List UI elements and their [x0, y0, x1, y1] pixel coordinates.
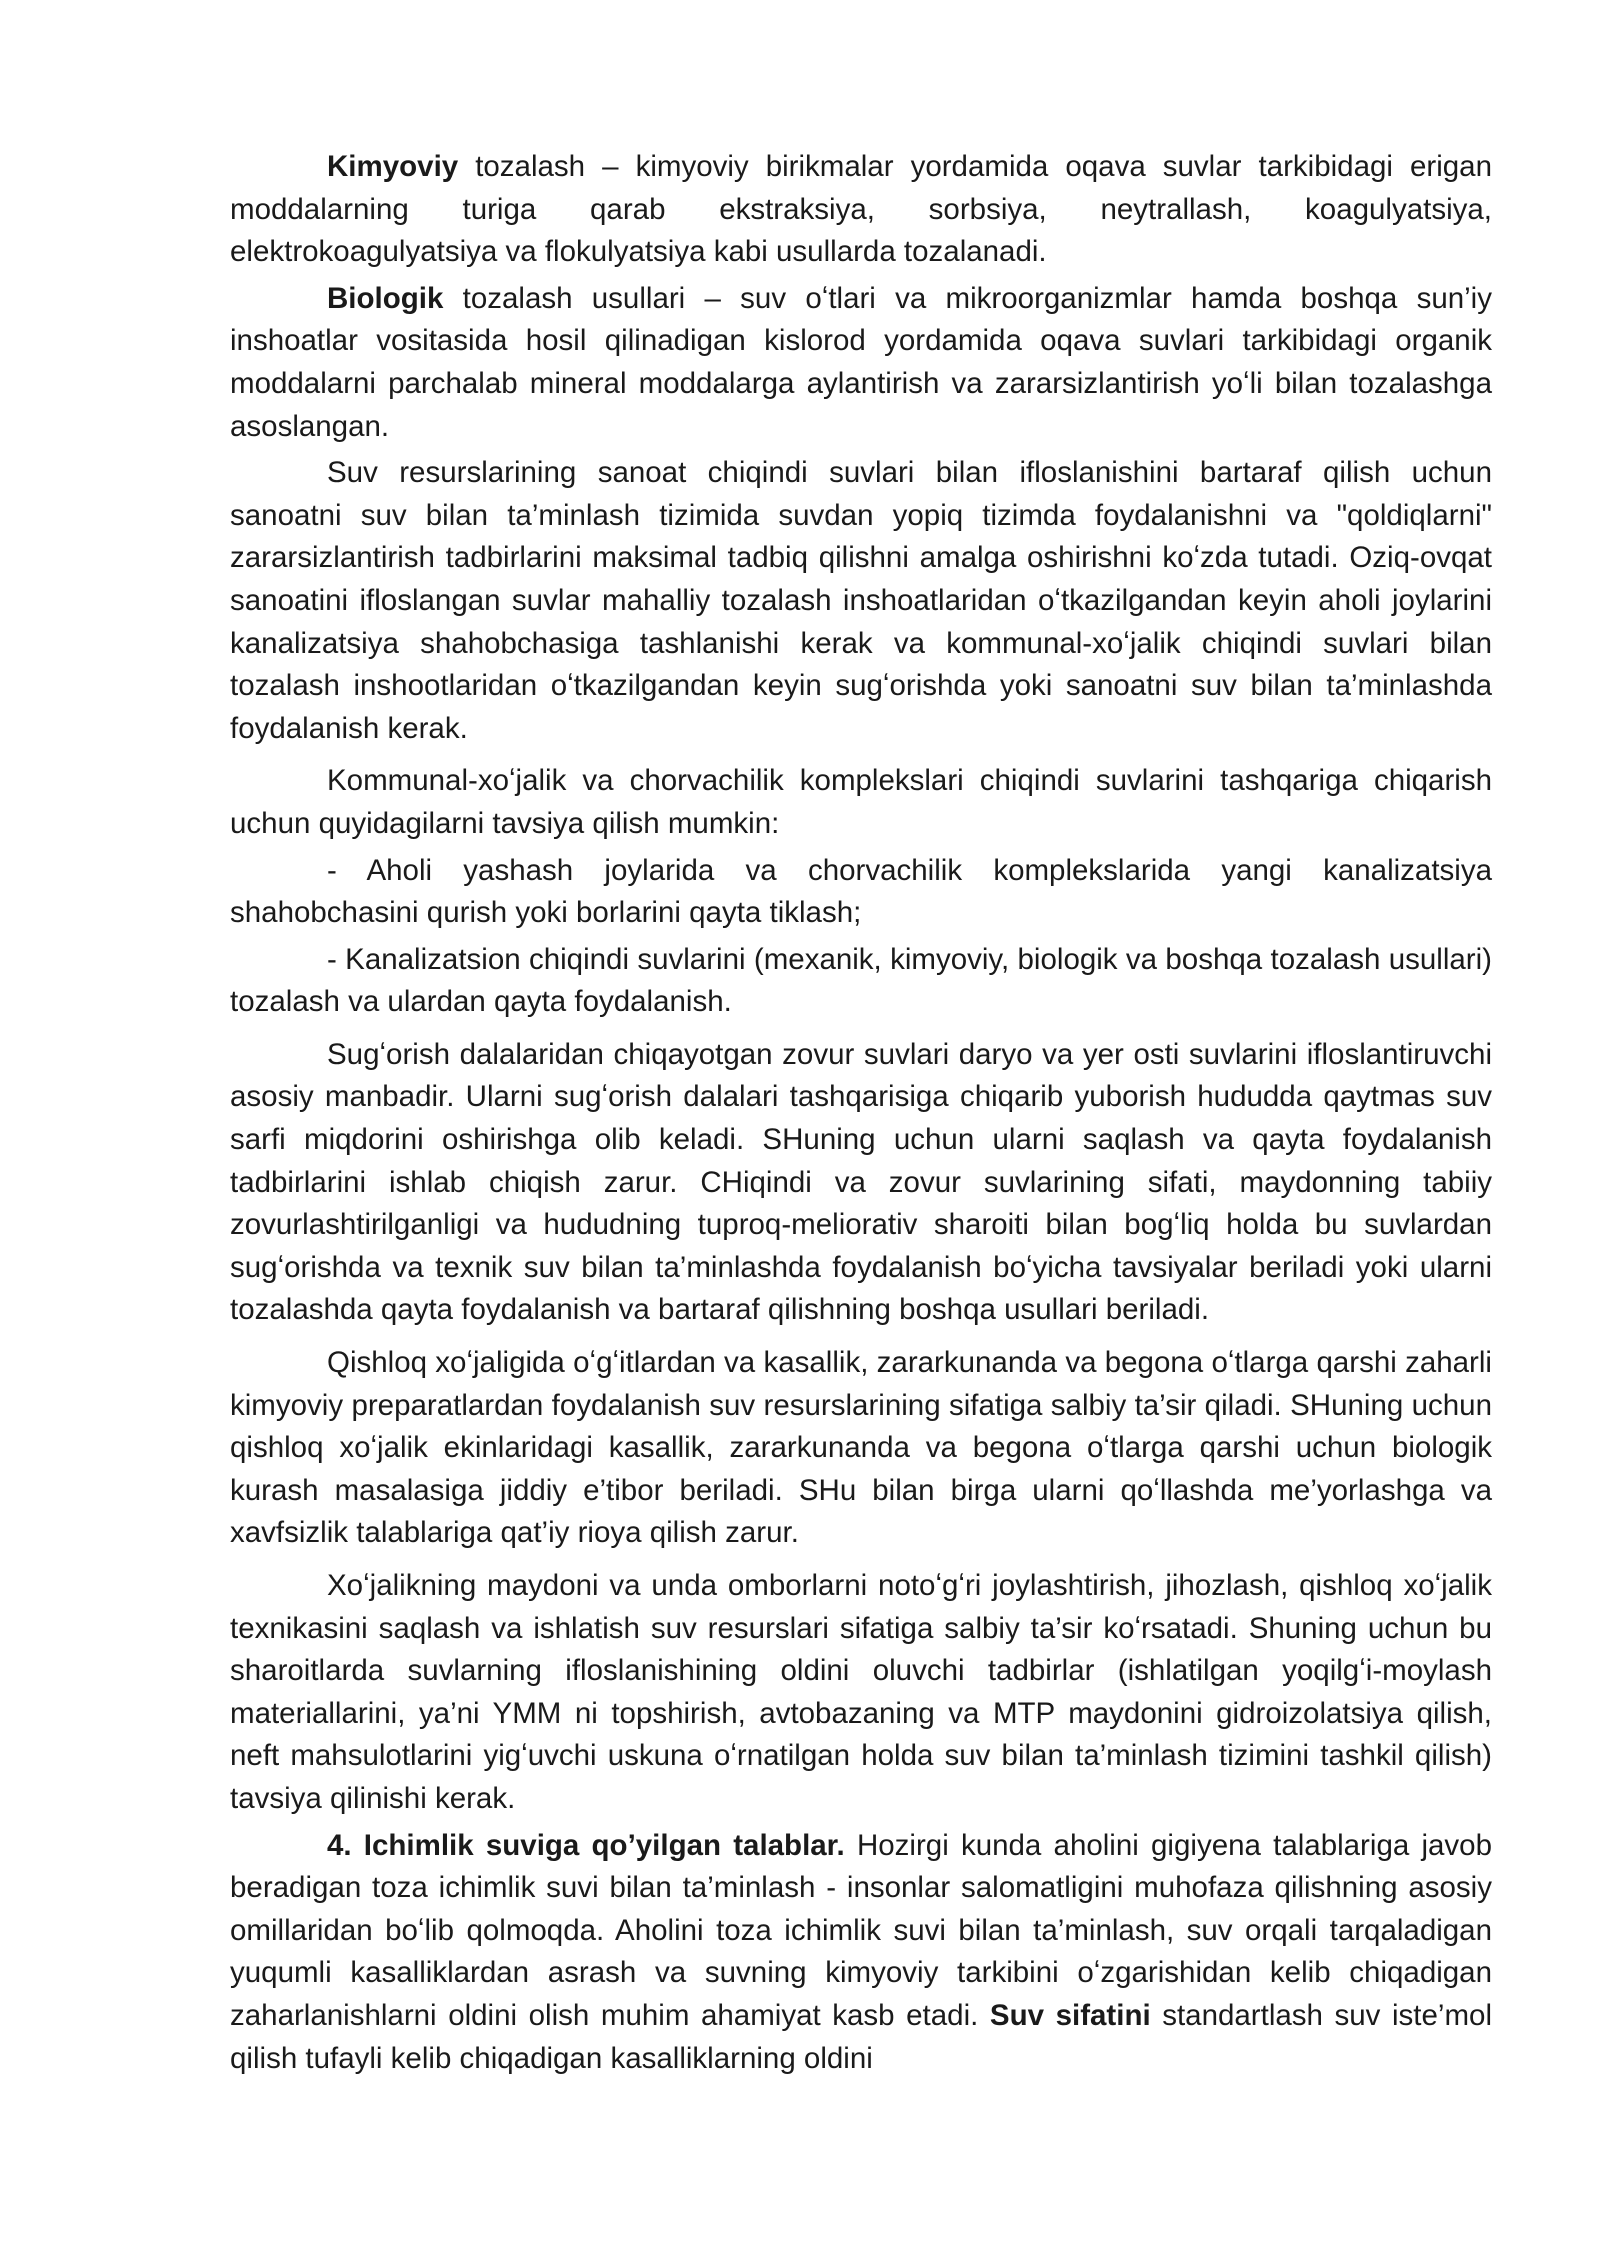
paragraph-xojalik	[230, 1565, 1492, 1821]
section-heading-ichimlik-suv: 4. Ichimlik suviga qo’yilgan talablar.	[327, 1828, 845, 1862]
list-item-text: - Aholi yashash joylarida va chorvachilik komplekslarida yangi kanalizatsiya shahobchasini qurish yoki borlarini qayta tiklash;	[230, 853, 1492, 930]
paragraph-text: Hozirgi kunda aholini gigiyena talablariga javob beradigan toza ichimlik suvi bilan ta’minlash - insonlar salomatligini muhofaza qilishning asosiy omillaridan boʻlib qolmoqda. Aholini toza ichimlik suvi bilan ta’minlash, suv orqali tarqaladigan yuqumli kasalliklardan asrash va suvning kimyoviy tarkibini oʻzgarishidan kelib chiqadigan zaharlanishlarni oldini olish muhim ahamiyat kasb etadi.	[230, 1828, 1492, 2032]
paragraph-text: Kommunal-xoʻjalik va chorvachilik komplekslari chiqindi suvlarini tashqariga chiqarish uchun quyidagilarni tavsiya qilish mumkin:	[230, 764, 1492, 840]
list-item-text: - Kanalizatsion chiqindi suvlarini (mexanik, kimyoviy, biologik va boshqa tozalash usullari) tozalash va ulardan qayta foydalanish.	[230, 942, 1492, 1019]
document-page	[230, 146, 1492, 2080]
term-biologik: Biologik	[327, 281, 444, 315]
list-item-kanalizatsion	[230, 939, 1492, 1024]
paragraph-ichimlik-suv	[230, 1825, 1492, 2081]
paragraph-text: tozalash – kimyoviy birikmalar yordamida oqava suvlar tarkibidagi erigan moddalarning turiga qarab ekstraksiya, sorbsiya, neytrallash, koagulyatsiya, elektrokoagulyatsiya va flokulyatsiya kabi usullarda tozalanadi.	[230, 150, 1492, 269]
paragraph-text: Suv resurslarining sanoat chiqindi suvlari bilan ifloslanishini bartaraf qilish uchun sanoatni suv bilan ta’minlash tizimida suvdan yopiq tizimda foydalanishni va "qoldiqlarni" zararsizlantirish tadbirlarini maksimal tadbiq qilishni amalga oshirishni koʻzda tutadi. Oziq-ovqat sanoatini ifloslangan suvlar mahalliy tozalash inshoatlaridan oʻtkazilgandan keyin aholi joylarini kanalizatsiya shahobchasiga tashlanishi kerak va kommunal-xoʻjalik chiqindi suvlari bilan tozalash inshootlaridan oʻtkazilgandan keyin sugʻorishda yoki sanoatni suv bilan ta’minlashda foydalanish kerak.	[230, 456, 1492, 745]
paragraph-qishloq	[230, 1342, 1492, 1555]
paragraph-kimyoviy	[230, 146, 1492, 274]
list-item-aholi	[230, 850, 1492, 935]
paragraph-text: Sugʻorish dalalaridan chiqayotgan zovur suvlari daryo va yer osti suvlarini ifloslantiruvchi asosiy manbadir. Ularni sugʻorish dalalari tashqarisiga chiqarib yuborish hududda qaytmas suv sarfi miqdorini oshirishga olib keladi. SHuning uchun ularni saqlash va qayta foydalanish tadbirlarini ishlab chiqish zarur. CHiqindi va zovur suvlarining sifati, maydonning tabiiy zovurlashtirilganligi va hududning tuproq-meliorativ sharoiti bilan bogʻliq holda bu suvlardan sugʻorishda va texnik suv bilan ta’minlashda foydalanish boʻyicha tavsiyalar beriladi yoki ularni tozalashda qayta foydalanish va bartaraf qilishning boshqa usullari beriladi.	[230, 1037, 1492, 1327]
paragraph-sugorish	[230, 1034, 1492, 1332]
paragraph-sanoat	[230, 452, 1492, 750]
paragraph-kommunal	[230, 760, 1492, 845]
paragraph-biologik	[230, 278, 1492, 448]
paragraph-text: Qishloq xoʻjaligida oʻgʻitlardan va kasallik, zararkunanda va begona oʻtlarga qarshi zaharli kimyoviy preparatlardan foydalanish suv resurslarining sifatiga salbiy ta’sir qiladi. SHuning uchun qishloq xoʻjalik ekinlaridagi kasallik, zararkunanda va begona oʻtlarga qarshi uchun biologik kurash masalasiga jiddiy e’tibor beriladi. SHu bilan birga ularni qoʻllashda me’yorlashga va xavfsizlik talablariga qat’iy rioya qilish zarur.	[230, 1346, 1492, 1550]
paragraph-text: tozalash usullari – suv oʻtlari va mikroorganizmlar hamda boshqa sun’iy inshoatlar vositasida hosil qilinadigan kislorod yordamida oqava suvlari tarkibidagi organik moddalarni parchalab mineral moddalarga aylantirish va zararsizlantirish yoʻli bilan tozalashga asoslangan.	[230, 281, 1492, 443]
paragraph-text: Xoʻjalikning maydoni va unda omborlarni notoʻgʻri joylashtirish, jihozlash, qishloq xoʻjalik texnikasini saqlash va ishlatish suv resurslari sifatiga salbiy ta’sir koʻrsatadi. Shuning uchun bu sharoitlarda suvlarning ifloslanishining oldini oluvchi tadbirlar (ishlatilgan yoqilgʻi-moylash materiallarini, ya’ni YMM ni topshirish, avtobazaning va MTP maydonini gidroizolatsiya qilish, neft mahsulotlarini yigʻuvchi uskuna oʻrnatilgan holda suv bilan ta’minlash tizimini tashkil qilish) tavsiya qilinishi kerak.	[230, 1569, 1492, 1815]
paragraph-tail-text: standartlash suv iste’mol qilish tufayli kelib chiqadigan kasalliklarning oldini	[230, 1998, 1492, 2075]
term-kimyoviy: Kimyoviy	[327, 150, 459, 183]
term-suv-sifatini: Suv sifatini	[989, 1998, 1151, 2032]
